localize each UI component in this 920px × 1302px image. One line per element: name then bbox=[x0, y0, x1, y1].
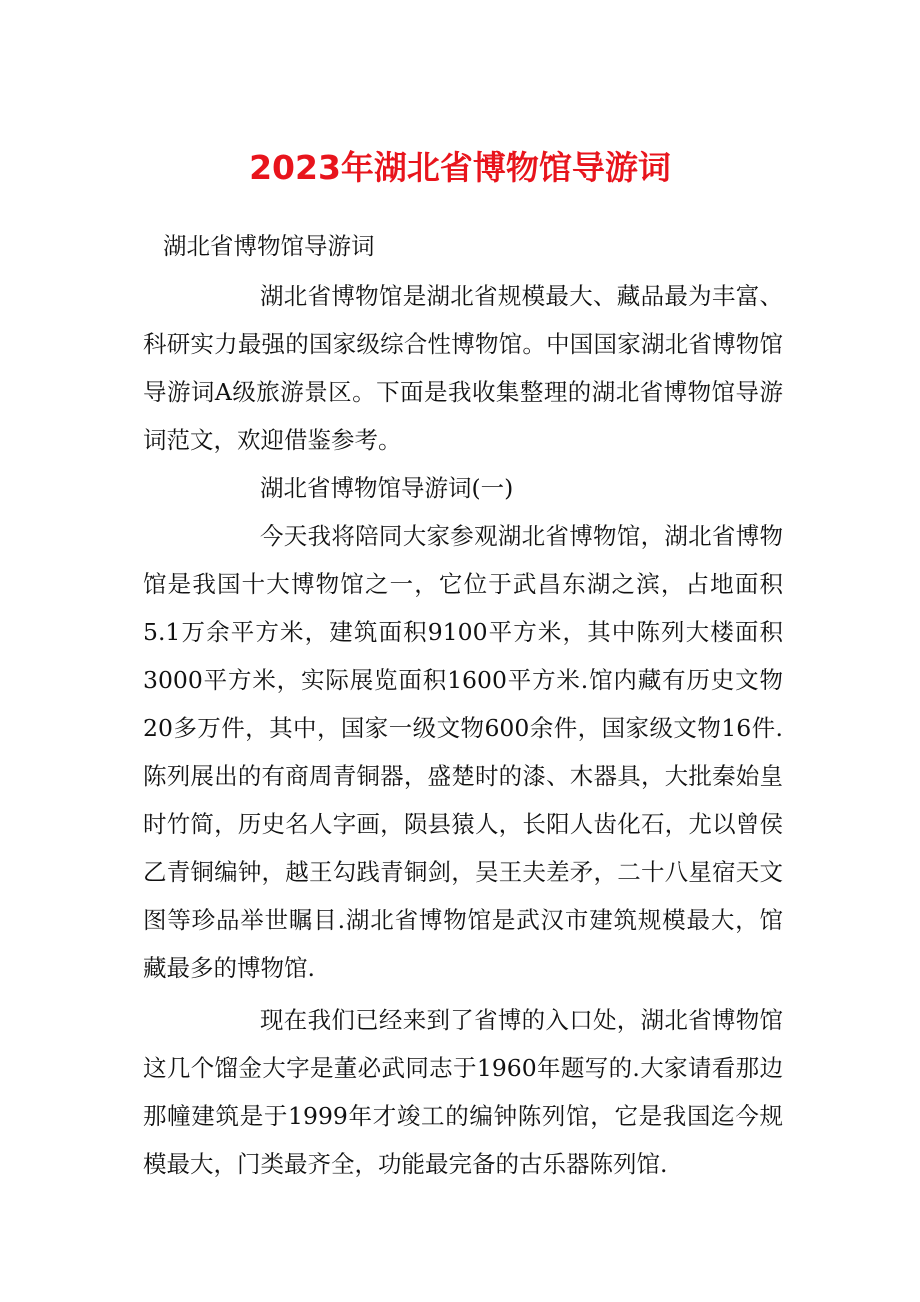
document-title: 2023年湖北省博物馆导游词 bbox=[249, 148, 671, 187]
guide-paragraph-2: 现在我们已经来到了省博的入口处，湖北省博物馆这几个馏金大字是董必武同志于1960年题写的.大家请看那边那幢建筑是于1999年才竣工的编钟陈列馆，它是我国迄今规模最大，门类最齐全，功能最完备的古乐器陈列馆. bbox=[143, 1006, 783, 1178]
guide-paragraph-1: 今天我将陪同大家参观湖北省博物馆，湖北省博物馆是我国十大博物馆之一，它位于武昌东湖之滨，占地面积5.1万余平方米，建筑面积9100平方米，其中陈列大楼面积3000平方米，实际展览面积1600平方米.馆内藏有历史文物20多万件，其中，国家一级文物600余件，国家级文物16件.陈列展出的有商周青铜器，盛楚时的漆、木器具，大批秦始皇时竹简，历史名人字画，陨县猿人，长阳人齿化石，尤以曾侯乙青铜编钟，越王勾践青铜剑，吴王夫差矛，二十八星宿天文图等珍品举世瞩目.湖北省博物馆是武汉市建筑规模最大，馆藏最多的博物馆. bbox=[143, 522, 783, 982]
intro-paragraph: 湖北省博物馆是湖北省规模最大、藏品最为丰富、科研实力最强的国家级综合性博物馆。中国国家湖北省博物馆导游词A级旅游景区。下面是我收集整理的湖北省博物馆导游词范文，欢迎借鉴参考。 bbox=[143, 282, 783, 454]
section-heading: 湖北省博物馆导游词(一) bbox=[260, 474, 514, 502]
subheading: 湖北省博物馆导游词 bbox=[163, 232, 375, 260]
